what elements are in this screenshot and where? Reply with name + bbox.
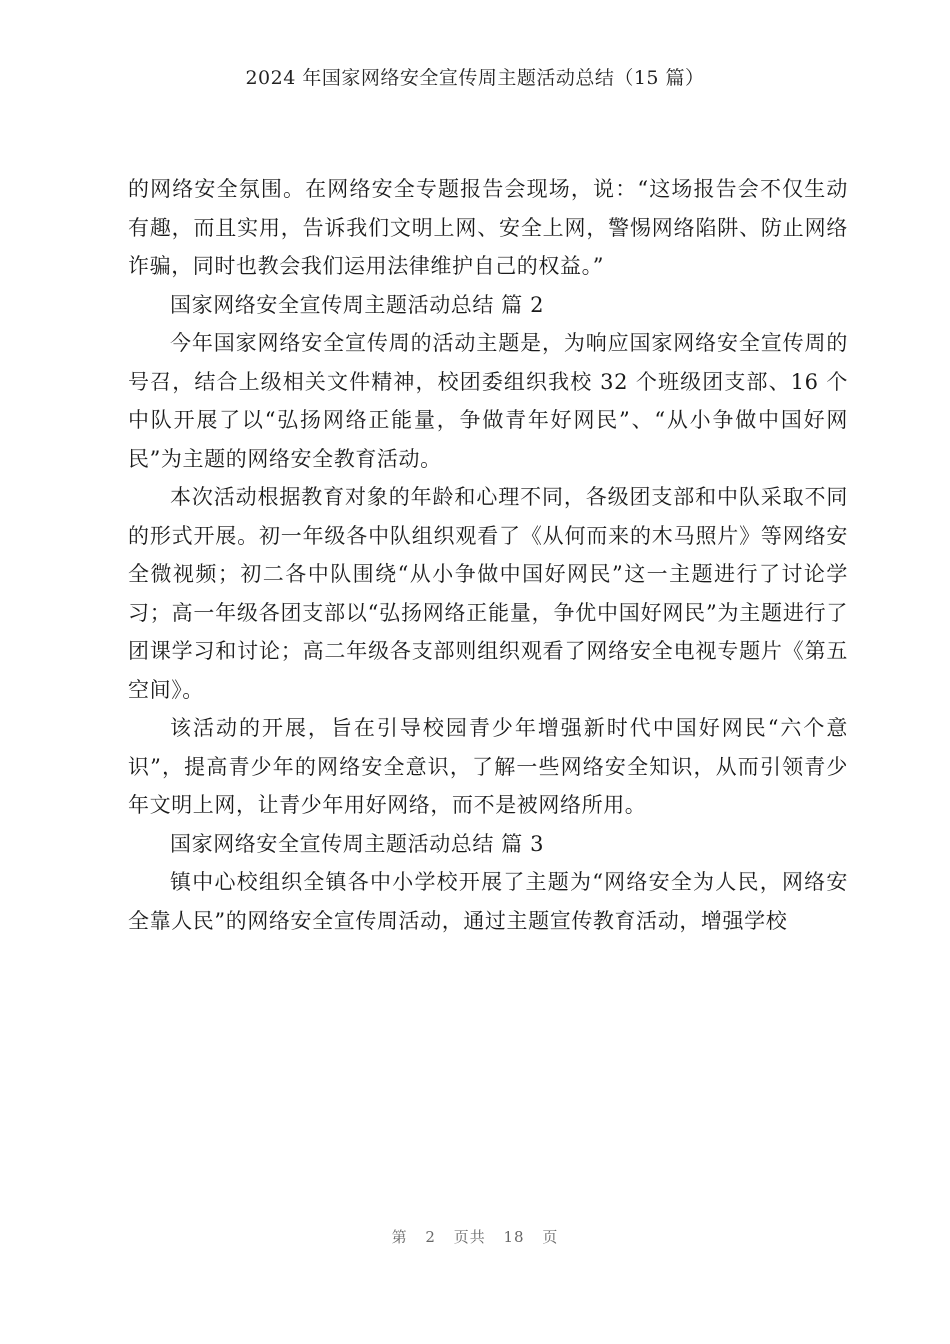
section-heading-3: 国家网络安全宣传周主题活动总结 篇 3 — [170, 831, 545, 856]
page-footer — [0, 1226, 950, 1248]
paragraph: 该活动的开展，旨在引导校园青少年增强新时代中国好网民“六个意识”，提高青少年的网络安全意识，了解一些网络安全知识，从而引领青少年文明上网，让青少年用好网络，而不是被网络所用。 — [128, 716, 848, 817]
section-heading-2: 国家网络安全宣传周主题活动总结 篇 2 — [170, 292, 545, 317]
current-page-number: 2 — [425, 1228, 436, 1246]
footer-suffix: 页 — [542, 1228, 559, 1246]
paragraph: 本次活动根据教育对象的年龄和心理不同，各级团支部和中队采取不同的形式开展。初一年级各中队组织观看了《从何而来的木马照片》等网络安全微视频；初二各中队围绕“从小争做中国好网民”这一主题进行了讨论学习；高一年级各团支部以“弘扬网络正能量，争优中国好网民”为主题进行了团课学习和讨论；高二年级各支部则组织观看了网络安全电视专题片《第五空间》。 — [128, 485, 848, 702]
document-body — [128, 170, 848, 940]
document-title: 2024 年国家网络安全宣传周主题活动总结（15 篇） — [245, 67, 705, 89]
total-pages-number: 18 — [503, 1228, 525, 1246]
paragraph: 镇中心校组织全镇各中小学校开展了主题为“网络安全为人民，网络安全靠人民”的网络安全宣传周活动，通过主题宣传教育活动，增强学校 — [128, 870, 848, 933]
footer-middle: 页共 — [453, 1228, 486, 1246]
footer-prefix: 第 — [391, 1228, 408, 1246]
paragraph: 今年国家网络安全宣传周的活动主题是，为响应国家网络安全宣传周的号召，结合上级相关文件精神，校团委组织我校 32 个班级团支部、16 个中队开展了以“弘扬网络正能量，争做青年好网民”、“从小争做中国好网民”为主题的网络安全教育活动。 — [128, 331, 848, 471]
paragraph-continuation: 的网络安全氛围。在网络安全专题报告会现场，说：“这场报告会不仅生动有趣，而且实用，告诉我们文明上网、安全上网，警惕网络陷阱、防止网络诈骗，同时也教会我们运用法律维护自己的权益。” — [128, 177, 848, 278]
